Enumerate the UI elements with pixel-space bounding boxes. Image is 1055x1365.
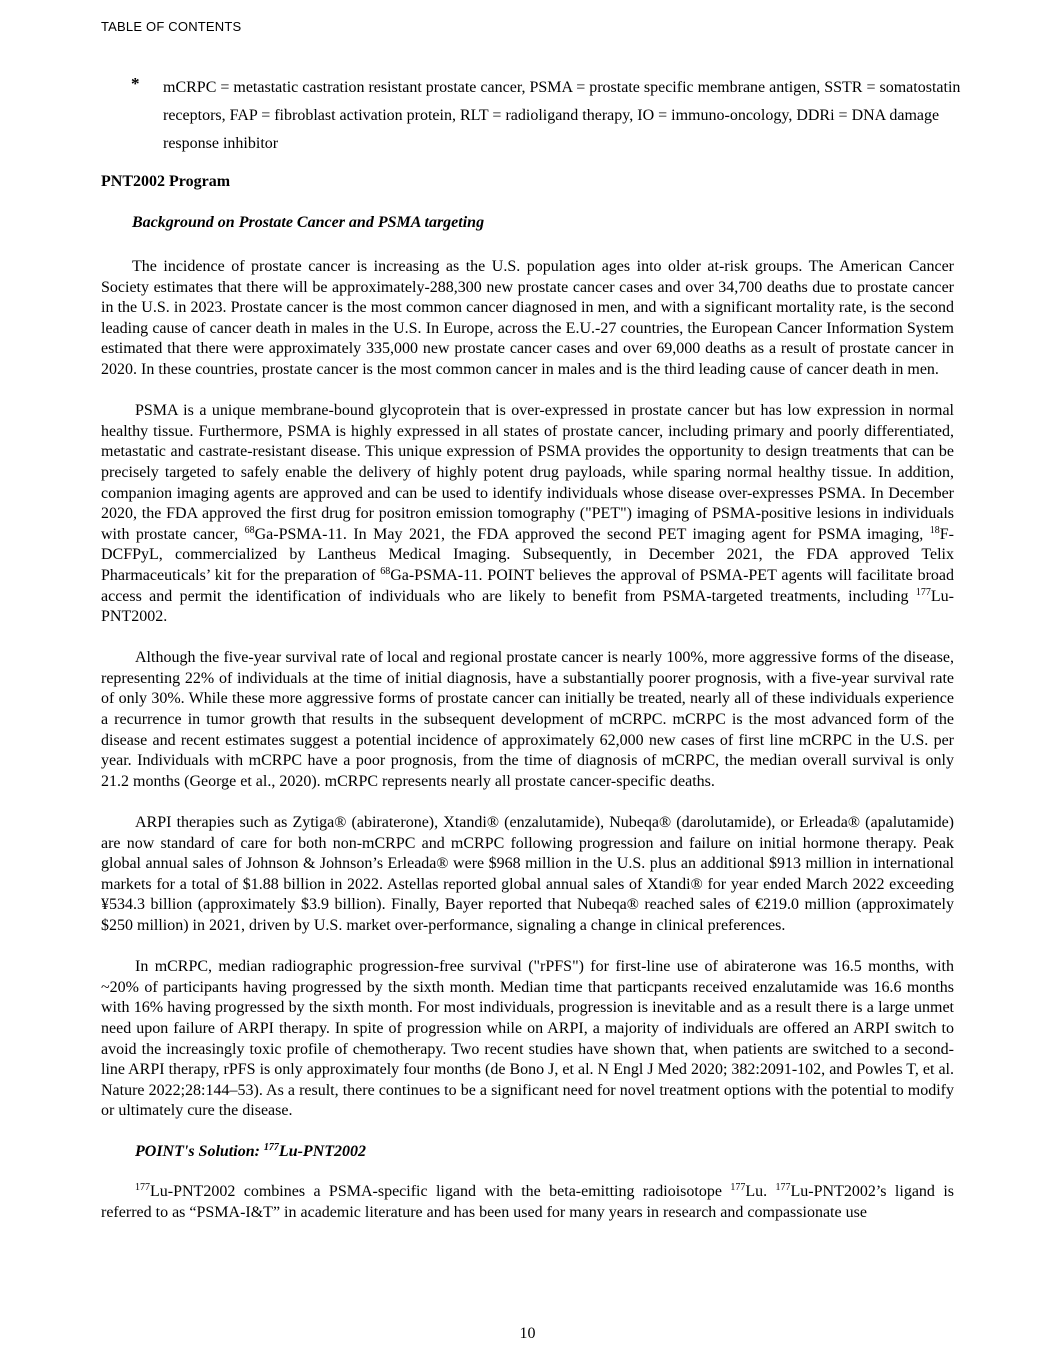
section-subtitle: Background on Prostate Cancer and PSMA targeting: [132, 214, 485, 231]
paragraph-survival: Although the five-year survival rate of local and regional prostate cancer is nearly 100%, more aggressive forms of the disease, representing 22% of individuals at the time of initial diagnosis, have a substantially poorer prognosis, with a five-year survival rate of only 30%. While these more aggressive forms of prostate cancer can initially be treated, nearly all of these individuals experience a recurrence in tumor growth that results in the subsequent development of mCRPC. mCRPC is the most advanced form of the disease and recent estimates suggest a potential incidence of approximately 62,000 new cases of first line mCRPC in the U.S. per year. Individuals with mCRPC have a poor prognosis, from the time of diagnosis of mCRPC, the median overall survival is only 21.2 months (George et al., 2020). mCRPC represents nearly all prostate cancer-specific deaths.: [101, 649, 954, 790]
solution-heading: POINT's Solution: $^{177}$Lu-PNT2002: [135, 1141, 367, 1160]
section-title: PNT2002 Program: [101, 173, 231, 190]
page-number: 10: [519, 1325, 536, 1342]
footnote: [101, 74, 961, 158]
paragraph-incidence: The incidence of prostate cancer is increasing as the U.S. population ages into older at-risk groups. The American Cancer Society estimates that there will be approximately-288,300 new prostate cancer cases and over 34,700 deaths due to prostate cancer in the U.S. in 2023. Prostate cancer is the most common cancer diagnosed in men, and with a significant mortality rate, is the second leading cause of cancer death in males in the U.S. In Europe, across the E.U.-27 countries, the European Cancer Information System estimated that there were approximately 335,000 new prostate cancer cases and over 69,000 deaths as a result of prostate cancer in 2020. In these countries, prostate cancer is the most common cancer in males and is the third leading cause of cancer death in men.: [101, 258, 954, 378]
footnote-text: mCRPC = metastatic castration resistant prostate cancer, PSMA = prostate specific membrane antigen, SSTR = somatostatin receptors, FAP = fibroblast activation protein, RLT = radioligand therapy, IO = immuno-oncology, DDRi = DNA damage response inhibitor: [163, 79, 961, 152]
paragraph-arpi: ARPI therapies such as Zytiga® (abiraterone), Xtandi® (enzalutamide), Nubeqa® (darolutamide), or Erleada® (apalutamide) are now standard of care for both non-mCRPC and mCRPC following progression and failure on initial hormone therapy. Peak global annual sales of Johnson & Johnson’s Erleada® were $968 million in the U.S. plus an additional $913 million in international markets for a total of $1.88 billion in 2022. Astellas reported global annual sales of Xtandi® for year ended March 2022 exceeding ¥534.3 billion (approximately $3.9 billion). Finally, Bayer reported that Nubeqa® reached sales of €219.0 million (approximately $250 million) in 2021, driven by U.S. market over-performance, signaling a change in clinical preferences.: [101, 814, 954, 934]
paragraph-rpfs: In mCRPC, median radiographic progression-free survival ("rPFS") for first-line use of abiraterone was 16.5 months, with ~20% of participants having progressed by the sixth month. Median time that particpants received enzalutamide was 16.6 months with 16% having progressed by the sixth month. For most individuals, progression is inevitable and as a result there is a large unmet need upon failure of ARPI therapy. In spite of progression while on ARPI, a majority of individuals are offered an ARPI switch to avoid the increasingly toxic profile of chemotherapy. Two recent studies have shown that, when patients are switched to a second-line ARPI therapy, rPFS is only approximately four months (de Bono J, et al. N Engl J Med 2020; 382:2091-102, and Powles T, et al. Nature 2022;28:144–53). As a result, there continues to be a significant need for novel treatment options with the potential to modify or ultimately cure the disease.: [101, 958, 954, 1120]
footnote-marker: *: [131, 74, 140, 93]
paragraph-psma: PSMA is a unique membrane-bound glycoprotein that is over-expressed in prostate cancer but has low expression in normal healthy tissue. Furthermore, PSMA is highly expressed in all states of prostate cancer, including primary and poorly differentiated, metastatic and castrate-resistant disease. This unique expression of PSMA provides the opportunity to design treatments that can be precisely targeted to safely enable the delivery of highly potent drug payloads, while sparing normal healthy tissue. In addition, companion imaging agents are approved and can be used to identify individuals whose disease over-expresses PSMA. In December 2020, the FDA approved the first drug for positron emission tomography ("PET") imaging of PSMA-positive lesions in individuals with prostate cancer, $^{68}$Ga-PSMA-11. In May 2021, the FDA approved the second PET imaging agent for PSMA imaging, $^{18}$F-DCFPyL, commercialized by Lantheus Medical Imaging. Subsequently, in December 2021, the FDA approved Telix Pharmaceuticals’ kit for the preparation of $^{68}$Ga-PSMA-11. POINT believes the approval of PSMA-PET agents will facilitate broad access and permit the identification of individuals who are likely to benefit from PSMA-targeted treatments, including $^{177}$Lu-PNT2002.: [101, 402, 954, 626]
paragraph-solution: $^{177}$Lu-PNT2002 combines a PSMA-specific ligand with the beta-emitting radioisotope $^{177}$Lu. $^{177}$Lu-PNT2002’s ligand is referred to as “PSMA-I&T” in academic literature and has been used for many years in research and compassionate use: [101, 1181, 954, 1221]
table-of-contents-link[interactable]: TABLE OF CONTENTS: [101, 19, 242, 34]
main-content: [101, 172, 954, 1223]
